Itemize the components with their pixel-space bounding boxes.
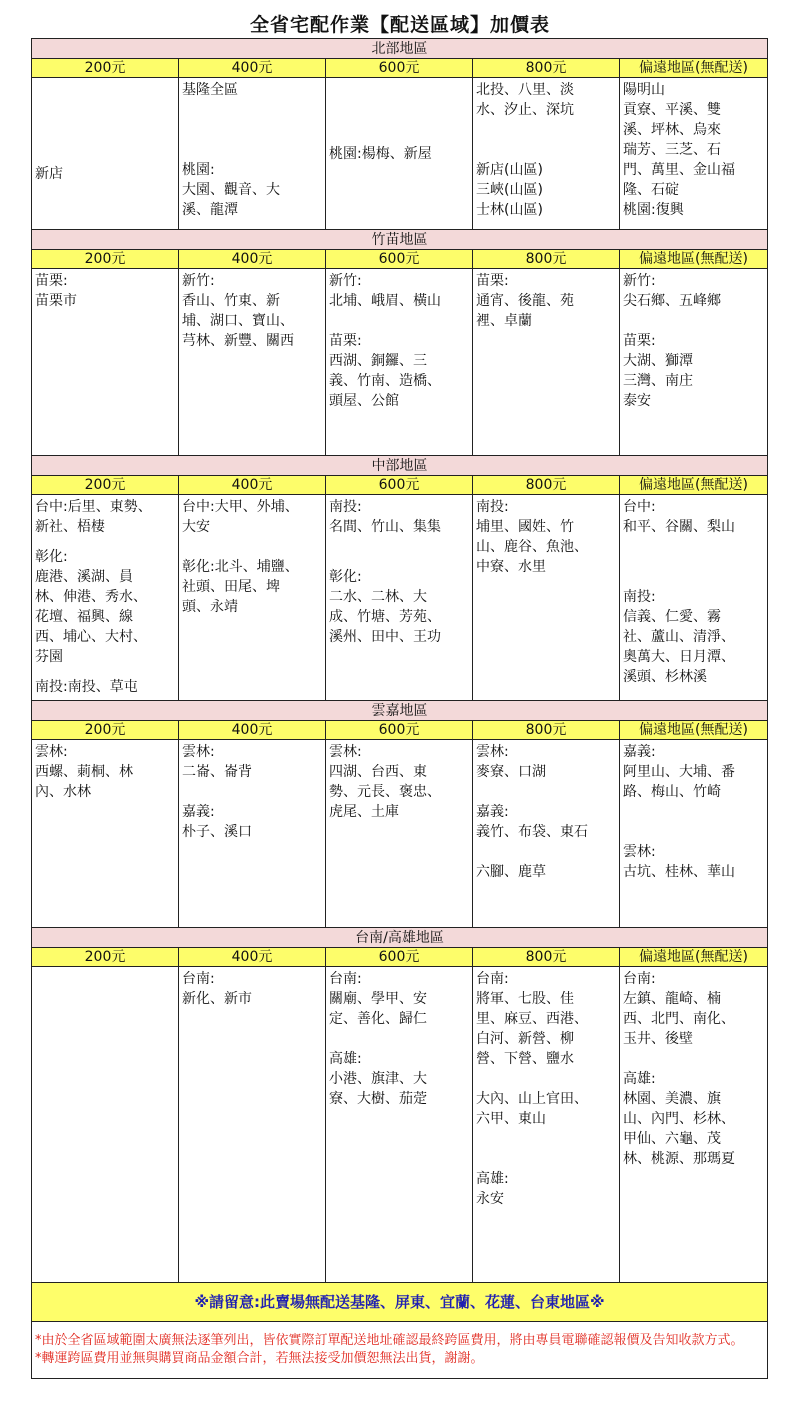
region-header-row — [32, 39, 768, 59]
area-line: 頭、永靖 — [182, 599, 238, 615]
price-header-cell: 400元 — [179, 948, 326, 967]
area-line: 西湖、銅鑼、三 — [329, 353, 427, 369]
area-line: 高雄: — [623, 1071, 656, 1087]
area-line: 新竹: — [329, 273, 362, 289]
area-line: 苗栗市 — [35, 293, 77, 309]
note-text: *轉運跨區費用並無與購買商品金額合計，若無法接受加價恕無法出貨，謝謝。 — [35, 1351, 484, 1366]
area-line: 高雄: — [476, 1171, 509, 1187]
area-line: 定、善化、歸仁 — [329, 1011, 427, 1027]
surcharge-table-body — [32, 39, 768, 1379]
area-line: 大湖、獅潭 — [623, 353, 693, 369]
area-line: 彰化:北斗、埔鹽、 — [182, 559, 299, 575]
area-line: 高雄: — [329, 1051, 362, 1067]
area-line: 甲仙、六龜、茂 — [623, 1131, 721, 1147]
area-block — [476, 862, 615, 882]
area-line: 台中:大甲、外埔、 — [182, 499, 299, 515]
area-line: 麥寮、口湖 — [476, 764, 546, 780]
area-block — [329, 567, 468, 647]
area-block — [476, 160, 615, 220]
area-cell — [473, 269, 620, 456]
area-block — [329, 1049, 468, 1109]
area-line: 桃園:楊梅、新屋 — [329, 145, 432, 162]
area-line: 六甲、東山 — [476, 1111, 546, 1127]
area-line: 南投:南投、草屯 — [35, 679, 138, 695]
area-line: 香山、竹東、新 — [182, 293, 280, 309]
area-line: 雲林: — [182, 744, 215, 760]
area-line: 水、汐止、深坑 — [476, 102, 574, 118]
area-line: 內、水林 — [35, 784, 91, 800]
area-line: 溪、龍潭 — [182, 202, 238, 218]
area-block — [329, 497, 468, 537]
region-header-row — [32, 456, 768, 476]
area-line: 大內、山上官田、 — [476, 1091, 588, 1107]
area-line: 義、竹南、造橋、 — [329, 373, 441, 389]
area-cell — [326, 495, 473, 701]
area-line: 埔、湖口、寶山、 — [182, 313, 294, 329]
price-header-cell: 200元 — [32, 948, 179, 967]
area-line: 雲林: — [35, 744, 68, 760]
area-block — [476, 1089, 615, 1129]
area-line: 社頭、田尾、埤 — [182, 579, 280, 595]
price-header-row — [32, 948, 768, 967]
area-line: 北投、八里、淡 — [476, 82, 574, 98]
area-line: 小港、旗津、大 — [329, 1071, 427, 1087]
area-cell — [179, 740, 326, 928]
area-block — [623, 497, 763, 537]
region-name: 竹苗地區 — [32, 230, 768, 250]
area-line: 尖石鄉、五峰鄉 — [623, 293, 721, 309]
area-block — [476, 1169, 615, 1209]
area-line: 西螺、莿桐、林 — [35, 764, 133, 780]
price-header-cell: 400元 — [179, 721, 326, 740]
area-line: 苗栗: — [476, 273, 509, 289]
area-line: 山、內門、杉林、 — [623, 1111, 735, 1127]
area-line: 林、伸港、秀水、 — [35, 589, 147, 605]
area-line: 信義、仁愛、霧 — [623, 609, 721, 625]
area-block — [623, 331, 763, 411]
area-line: 鹿港、溪湖、員 — [35, 569, 133, 585]
price-header-cell: 偏遠地區(無配送) — [620, 948, 768, 967]
area-line: 裡、卓蘭 — [476, 313, 532, 329]
area-line: 玉井、後壁 — [623, 1031, 693, 1047]
region-name: 台南/高雄地區 — [32, 928, 768, 948]
price-header-row — [32, 476, 768, 495]
area-line: 里、麻豆、西港、 — [476, 1011, 588, 1027]
area-line: 阿里山、大埔、番 — [623, 764, 735, 780]
area-line: 苗栗: — [623, 333, 656, 349]
area-cell — [179, 495, 326, 701]
area-block — [35, 271, 174, 311]
region-header-row — [32, 230, 768, 250]
area-line: 奧萬大、日月潭、 — [623, 649, 735, 665]
area-line: 南投: — [476, 499, 509, 515]
price-header-cell: 800元 — [473, 721, 620, 740]
area-line: 桃園: — [182, 162, 215, 178]
price-header-cell: 800元 — [473, 476, 620, 495]
price-header-cell: 600元 — [326, 476, 473, 495]
area-line: 台南: — [182, 971, 215, 987]
area-line: 台中: — [623, 499, 656, 515]
area-line: 中寮、水里 — [476, 559, 546, 575]
area-cell — [473, 78, 620, 230]
area-line: 瑞芳、三芝、石 — [623, 142, 721, 158]
area-block — [476, 271, 615, 331]
area-line: 新社、梧棲 — [35, 519, 105, 535]
area-block — [623, 587, 763, 687]
area-line: 頭屋、公館 — [329, 393, 399, 409]
area-line: 台中:后里、東勢、 — [35, 499, 152, 515]
area-line: 花壇、福興、線 — [35, 609, 133, 625]
area-line: 義竹、布袋、東石 — [476, 824, 588, 840]
area-line: 營、下營、鹽水 — [476, 1051, 574, 1067]
area-block — [476, 80, 615, 120]
area-block — [35, 547, 174, 667]
area-line: 士林(山區) — [476, 202, 543, 218]
area-cell — [32, 269, 179, 456]
price-header-cell: 800元 — [473, 59, 620, 78]
area-line: 台南: — [329, 971, 362, 987]
surcharge-table-wrapper — [31, 38, 767, 1379]
area-line: 南投: — [623, 589, 656, 605]
area-line: 林園、美濃、旗 — [623, 1091, 721, 1107]
region-header-row — [32, 928, 768, 948]
area-line: 西、埔心、大村、 — [35, 629, 147, 645]
area-line: 山、鹿谷、魚池、 — [476, 539, 588, 555]
area-line: 埔里、國姓、竹 — [476, 519, 574, 535]
area-line: 苗栗: — [35, 273, 68, 289]
area-block — [329, 271, 468, 311]
area-line: 六腳、鹿草 — [476, 864, 546, 880]
area-line: 嘉義: — [182, 804, 215, 820]
area-line: 芬園 — [35, 649, 63, 665]
area-line: 嘉義: — [476, 804, 509, 820]
area-line: 將軍、七股、佳 — [476, 991, 574, 1007]
area-line: 林、桃源、那瑪夏 — [623, 1151, 735, 1167]
area-cell — [32, 78, 179, 230]
area-line: 泰安 — [623, 393, 651, 409]
price-header-cell: 400元 — [179, 250, 326, 269]
area-block — [35, 677, 174, 697]
area-block — [623, 271, 763, 311]
area-cell — [620, 967, 768, 1283]
area-line: 路、梅山、竹崎 — [623, 784, 721, 800]
price-header-cell: 200元 — [32, 250, 179, 269]
area-line: 寮、大樹、茄萣 — [329, 1091, 427, 1107]
area-block — [476, 969, 615, 1069]
area-block — [623, 842, 763, 882]
price-header-row — [32, 59, 768, 78]
area-line: 新店(山區) — [476, 162, 543, 178]
area-block — [623, 1069, 763, 1169]
area-block — [35, 742, 174, 802]
area-block — [182, 969, 321, 1009]
area-block — [182, 271, 321, 351]
area-line: 新化、新市 — [182, 991, 252, 1007]
area-list-row — [32, 495, 768, 701]
region-name: 北部地區 — [32, 39, 768, 59]
area-block — [329, 331, 468, 411]
price-header-cell: 600元 — [326, 721, 473, 740]
area-line: 苗栗: — [329, 333, 362, 349]
area-list-row — [32, 740, 768, 928]
area-list-row — [32, 78, 768, 230]
price-header-row — [32, 250, 768, 269]
price-header-cell: 400元 — [179, 476, 326, 495]
no-delivery-notice: ※請留意:此賣場無配送基隆、屏東、宜蘭、花蓮、台東地區※ — [32, 1283, 768, 1322]
price-header-cell: 600元 — [326, 59, 473, 78]
area-cell — [620, 78, 768, 230]
area-line: 彰化: — [329, 569, 362, 585]
area-line: 基隆全區 — [182, 82, 238, 98]
area-cell — [473, 495, 620, 701]
area-line: 通宵、後龍、苑 — [476, 293, 574, 309]
area-line: 貢寮、平溪、雙 — [623, 102, 721, 118]
area-cell — [326, 967, 473, 1283]
area-line: 台南: — [623, 971, 656, 987]
area-line: 三峽(山區) — [476, 182, 543, 198]
area-line: 新店 — [35, 165, 63, 182]
notice-row — [32, 1283, 768, 1322]
area-line: 北埔、峨眉、橫山 — [329, 293, 441, 309]
region-name: 中部地區 — [32, 456, 768, 476]
area-line: 三灣、南庄 — [623, 373, 693, 389]
area-line: 隆、石碇 — [623, 182, 679, 198]
area-cell — [326, 78, 473, 230]
notes-cell — [32, 1322, 768, 1379]
area-block — [329, 742, 468, 822]
area-line: 溪、坪林、烏來 — [623, 122, 721, 138]
area-cell — [620, 495, 768, 701]
area-cell — [179, 269, 326, 456]
area-block — [329, 144, 468, 164]
area-block — [182, 802, 321, 842]
area-block — [182, 557, 321, 617]
area-cell — [473, 740, 620, 928]
area-line: 陽明山 — [623, 82, 665, 98]
area-line: 二水、二林、大 — [329, 589, 427, 605]
price-header-cell: 200元 — [32, 476, 179, 495]
area-cell — [620, 740, 768, 928]
area-line: 朴子、溪口 — [182, 824, 252, 840]
area-line: 桃園:復興 — [623, 202, 684, 218]
area-line: 左鎮、龍崎、楠 — [623, 991, 721, 1007]
area-line: 大園、觀音、大 — [182, 182, 280, 198]
price-header-cell: 400元 — [179, 59, 326, 78]
area-line: 芎林、新豐、關西 — [182, 333, 294, 349]
area-line: 溪頭、杉林溪 — [623, 669, 707, 685]
area-line: 社、蘆山、清淨、 — [623, 629, 735, 645]
area-line: 古坑、桂林、華山 — [623, 864, 735, 880]
note-text: *由於全省區域範圍太廣無法逐筆列出，皆依實際訂單配送地址確認最終跨區費用，將由專員電聯確認報價及告知收款方式。 — [35, 1333, 744, 1348]
area-line: 二崙、崙背 — [182, 764, 252, 780]
page-title: 全省宅配作業【配送區域】加價表 — [249, 14, 550, 36]
area-block — [35, 164, 174, 184]
area-line: 嘉義: — [623, 744, 656, 760]
area-cell — [32, 967, 179, 1283]
area-line: 四湖、台西、東 — [329, 764, 427, 780]
area-line: 門、萬里、金山福 — [623, 162, 735, 178]
price-header-cell: 偏遠地區(無配送) — [620, 476, 768, 495]
area-cell — [473, 967, 620, 1283]
price-header-cell: 偏遠地區(無配送) — [620, 721, 768, 740]
area-line: 溪州、田中、王功 — [329, 629, 441, 645]
region-header-row — [32, 701, 768, 721]
area-line: 白河、新營、柳 — [476, 1031, 574, 1047]
area-cell — [326, 740, 473, 928]
area-line: 南投: — [329, 499, 362, 515]
area-line: 勢、元長、褒忠、 — [329, 784, 441, 800]
notes-row — [32, 1322, 768, 1379]
price-header-cell: 600元 — [326, 948, 473, 967]
area-block — [182, 160, 321, 220]
area-line: 永安 — [476, 1191, 504, 1207]
area-cell — [179, 78, 326, 230]
price-header-cell: 800元 — [473, 948, 620, 967]
area-line: 名間、竹山、集集 — [329, 519, 441, 535]
area-line: 新竹: — [182, 273, 215, 289]
price-header-row — [32, 721, 768, 740]
area-block — [476, 742, 615, 782]
area-cell — [179, 967, 326, 1283]
area-cell — [32, 740, 179, 928]
area-line: 新竹: — [623, 273, 656, 289]
price-header-cell: 200元 — [32, 59, 179, 78]
area-cell — [326, 269, 473, 456]
area-line: 虎尾、土庫 — [329, 804, 399, 820]
area-line: 雲林: — [623, 844, 656, 860]
area-block — [182, 497, 321, 537]
area-block — [476, 802, 615, 842]
area-line: 雲林: — [329, 744, 362, 760]
region-name: 雲嘉地區 — [32, 701, 768, 721]
area-line: 台南: — [476, 971, 509, 987]
area-block — [623, 969, 763, 1049]
area-list-row — [32, 269, 768, 456]
area-line: 彰化: — [35, 549, 68, 565]
area-list-row — [32, 967, 768, 1283]
area-line: 和平、谷關、梨山 — [623, 519, 735, 535]
area-block — [182, 80, 321, 100]
price-header-cell: 200元 — [32, 721, 179, 740]
price-header-cell: 600元 — [326, 250, 473, 269]
area-block — [476, 497, 615, 577]
area-line: 雲林: — [476, 744, 509, 760]
area-cell — [32, 495, 179, 701]
price-header-cell: 800元 — [473, 250, 620, 269]
area-line: 關廟、學甲、安 — [329, 991, 427, 1007]
area-block — [329, 969, 468, 1029]
area-block — [623, 742, 763, 802]
area-line: 西、北門、南化、 — [623, 1011, 735, 1027]
price-header-cell: 偏遠地區(無配送) — [620, 59, 768, 78]
surcharge-table — [31, 38, 768, 1379]
area-block — [623, 80, 763, 220]
area-cell — [620, 269, 768, 456]
area-block — [35, 497, 174, 537]
price-header-cell: 偏遠地區(無配送) — [620, 250, 768, 269]
area-line: 成、竹塘、芳苑、 — [329, 609, 441, 625]
area-line: 大安 — [182, 519, 210, 535]
area-block — [182, 742, 321, 782]
